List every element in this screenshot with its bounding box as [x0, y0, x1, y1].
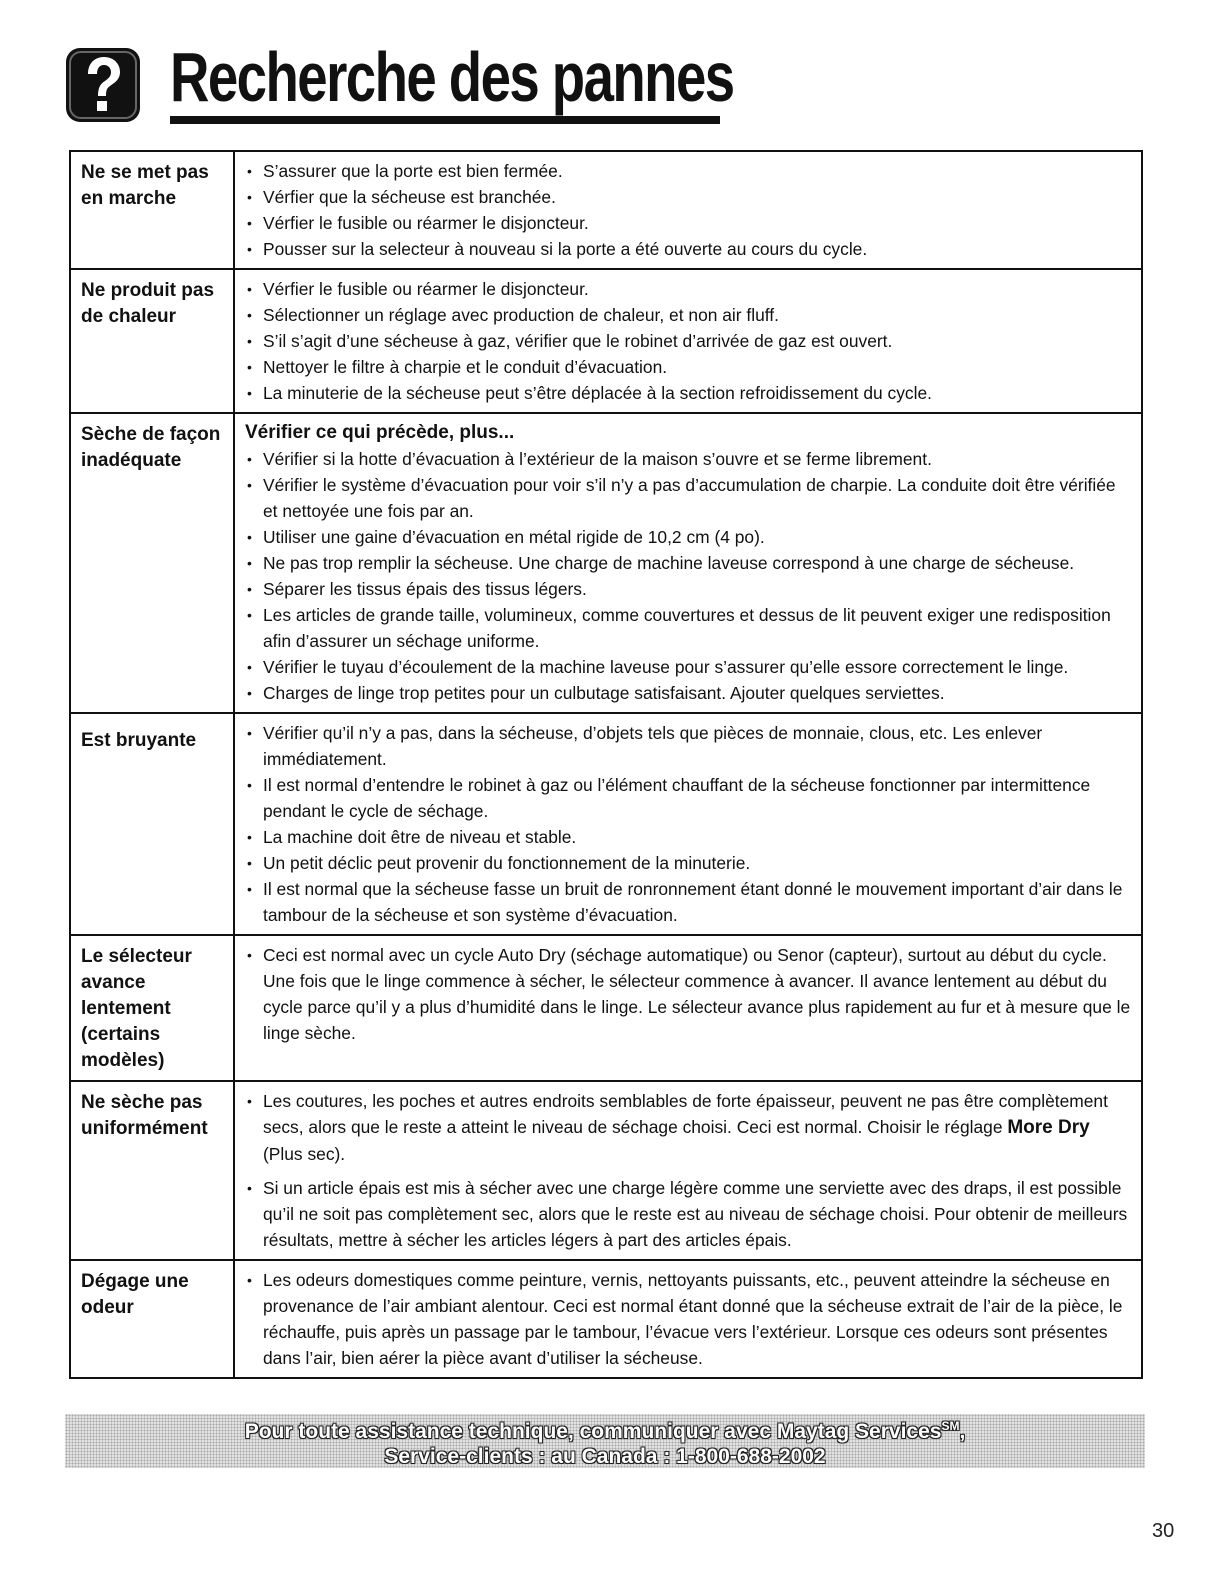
troubleshooting-table: [69, 150, 1143, 1379]
list-item: • Charges de linge trop petites pour un culbutage satisfaisant. Ajouter quelques serviettes.: [245, 680, 1133, 706]
list-item: • Vérfier le fusible ou réarmer le disjoncteur.: [245, 210, 1133, 236]
banner-line-1: [65, 1414, 1145, 1444]
solution-list: [245, 1088, 1133, 1253]
list-item: • Il est normal d’entendre le robinet à gaz ou l’élément chauffant de la sécheuse fonctionner par intermittence pendant le cycle de séchage.: [245, 772, 1133, 824]
solution-cell: [234, 151, 1142, 269]
list-item: • La machine doit être de niveau et stable.: [245, 824, 1133, 850]
list-item: • Il est normal que la sécheuse fasse un bruit de ronronnement étant donné le mouvement important d’air dans le tambour de la sécheuse et son système d’évacuation.: [245, 876, 1133, 928]
title-underline: [170, 116, 720, 124]
solution-cell: [234, 269, 1142, 413]
table-row: [70, 413, 1142, 713]
list-item: • Les odeurs domestiques comme peinture, vernis, nettoyants puissants, etc., peuvent atteindre la sécheuse en provenance de l’air ambiant alentour. Ceci est normal étant donné que la sécheuse extrait de l’air de la pièce, le réchauffe, puis après un passage par le tambour, l’évacue vers l’extérieur. Lorsque ces odeurs sont présentes dans l’air, bien aérer la pièce avant d’utiliser la sécheuse.: [245, 1267, 1133, 1371]
table-row: [70, 269, 1142, 413]
setting-name: More Dry: [1007, 1117, 1090, 1138]
solution-cell: [234, 413, 1142, 713]
list-item: • Si un article épais est mis à sécher avec une charge légère comme une serviette avec des draps, il est possible qu’il ne soit pas complètement sec, alors que le reste est au niveau de séchage choisi. Pour obtenir de meilleurs résultats, mettre à sécher les articles légers à part des articles épais.: [245, 1175, 1133, 1253]
list-item: • Ne pas trop remplir la sécheuse. Une charge de machine laveuse correspond à une charge de sécheuse.: [245, 550, 1133, 576]
problem-label: Est bruyante: [70, 713, 234, 935]
solution-list: [245, 942, 1133, 1046]
banner-text: Pour toute assistance technique, communiquer avec Maytag Services: [244, 1420, 942, 1443]
list-item: • Nettoyer le filtre à charpie et le conduit d’évacuation.: [245, 354, 1133, 380]
list-item: • S’il s’agit d’une sécheuse à gaz, vérifier que le robinet d’arrivée de gaz est ouvert.: [245, 328, 1133, 354]
table-row: [70, 1081, 1142, 1260]
list-item: • Sélectionner un réglage avec production de chaleur, et non air fluff.: [245, 302, 1133, 328]
list-item: • Un petit déclic peut provenir du fonctionnement de la minuterie.: [245, 850, 1133, 876]
page-number: 30: [1152, 1520, 1175, 1542]
list-item: • S’assurer que la porte est bien fermée.: [245, 158, 1133, 184]
table-row: [70, 1260, 1142, 1378]
problem-label: Sèche de façon inadéquate: [70, 413, 234, 713]
solution-list: [245, 720, 1133, 928]
problem-label: Ne produit pas de chaleur: [70, 269, 234, 413]
service-mark: SM: [941, 1419, 960, 1433]
list-item: • La minuterie de la sécheuse peut s’être déplacée à la section refroidissement du cycle.: [245, 380, 1133, 406]
problem-label: Ne se met pas en marche: [70, 151, 234, 269]
table-row: [70, 151, 1142, 269]
table-row: [70, 713, 1142, 935]
list-item: • Utiliser une gaine d’évacuation en métal rigide de 10,2 cm (4 po).: [245, 524, 1133, 550]
solution-cell: [234, 713, 1142, 935]
solution-cell: [234, 935, 1142, 1081]
list-item: • Vérifier si la hotte d’évacuation à l’extérieur de la maison s’ouvre et se ferme librement.: [245, 446, 1133, 472]
item-text: Les coutures, les poches et autres endroits semblables de forte épaisseur, peuvent ne pas être complètement secs, alors que le reste a atteint le niveau de séchage choisi. Ceci est normal. Choisir le réglage: [263, 1091, 1108, 1137]
list-item: • Vérifier le système d’évacuation pour voir s’il n’y a pas d’accumulation de charpie. La conduite doit être vérifiée et nettoyée une fois par an.: [245, 472, 1133, 524]
list-item: • Vérifier qu’il n’y a pas, dans la sécheuse, d’objets tels que pièces de monnaie, clous, etc. Les enlever immédiatement.: [245, 720, 1133, 772]
solution-list: [245, 276, 1133, 406]
solution-list: [245, 1267, 1133, 1371]
list-item: • Vérfier le fusible ou réarmer le disjoncteur.: [245, 276, 1133, 302]
solution-list: [245, 446, 1133, 706]
banner-line-2: Service-clients : au Canada : 1-800-688-2002: [384, 1445, 826, 1468]
item-text: (Plus sec).: [263, 1144, 346, 1164]
list-item: • Pousser sur la selecteur à nouveau si la porte a été ouverte au cours du cycle.: [245, 236, 1133, 262]
page-title: Recherche des pannes: [170, 38, 734, 116]
solution-cell: [234, 1260, 1142, 1378]
service-banner: [65, 1414, 1145, 1468]
section-lead: Vérifier ce qui précède, plus...: [245, 422, 515, 443]
list-item: • Les articles de grande taille, volumineux, comme couvertures et dessus de lit peuvent exiger une redisposition afin d’assurer un séchage uniforme.: [245, 602, 1133, 654]
list-item: • Ceci est normal avec un cycle Auto Dry (séchage automatique) ou Senor (capteur), surtout au début du cycle. Une fois que le linge commence à sécher, le sélecteur commence à avancer. Il avance lentement au début du cycle parce qu’il y a plus d’humidité dans le linge. Le sélecteur avance plus rapidement au fur et à mesure que le linge sèche.: [245, 942, 1133, 1046]
list-item: • Séparer les tissus épais des tissus légers.: [245, 576, 1133, 602]
list-item: • Vérifier le tuyau d’écoulement de la machine laveuse pour s’assurer qu’elle essore correctement le linge.: [245, 654, 1133, 680]
table-row: [70, 935, 1142, 1081]
problem-label: Ne sèche pas uniformément: [70, 1081, 234, 1260]
problem-label: Dégage une odeur: [70, 1260, 234, 1378]
banner-text: ,: [959, 1420, 966, 1443]
question-mark-icon: [64, 46, 142, 124]
solution-list: [245, 158, 1133, 262]
list-item: [245, 1088, 1133, 1167]
solution-cell: [234, 1081, 1142, 1260]
problem-label: Le sélecteur avance lentement (certains modèles): [70, 935, 234, 1081]
list-item: • Vérfier que la sécheuse est branchée.: [245, 184, 1133, 210]
